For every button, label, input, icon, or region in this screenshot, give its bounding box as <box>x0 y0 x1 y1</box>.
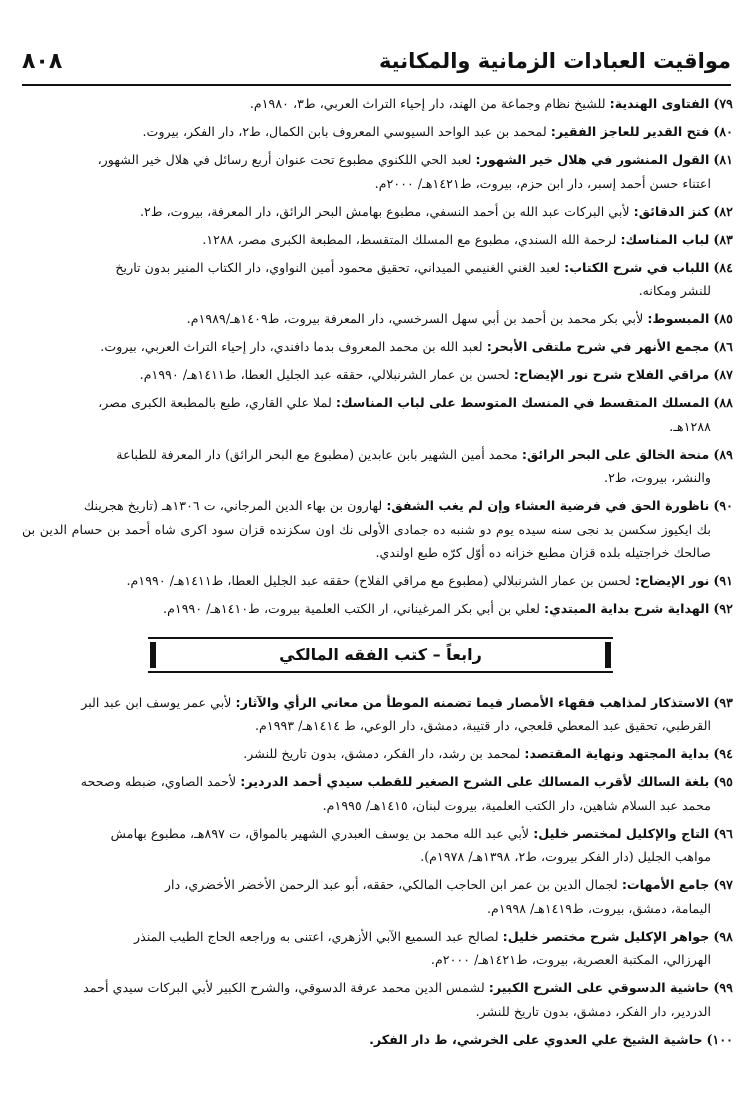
reference-number: ٨٠) <box>713 124 733 139</box>
reference-title: المبسوط: <box>647 311 710 326</box>
reference-title: لباب المناسك: <box>620 231 710 247</box>
reference-continuation: اعتناء حسن أحمد إسبر، دار ابن حزم، بيروت، ط١٤٢١هـ/ ٢٠٠٠م. <box>374 175 711 191</box>
reference-number: ٩٨) <box>713 928 733 944</box>
reference-title: القول المنشور في هلال خير الشهور: <box>475 152 710 167</box>
reference-details: لمحمد بن عبد الواحد السيوسي المعروف بابن الكمال، ط٢، دار الفكر، بيروت. <box>142 124 547 139</box>
reference-continuation: بك ايكيوز سكسن بد نجى سنه سيده يوم دو شنبه ده جمادى الأولى نك اون سكزنده قزان سود اكرى شاه أحمد بن حسام الدين بن صالحك خراجتيله بلده قزان مطبع خزانه ده أوّل كرّه طبع اولندي. <box>22 521 711 560</box>
reference-details: لرحمة الله السندي، مطبوع مع المسلك المتقسط، المطبعة الكبرى مصر، ١٢٨٨. <box>202 231 617 247</box>
reference-details: لعبد الله بن محمد المعروف بدما دافندي، دار إحياء التراث العربي، بيروت. <box>100 339 483 354</box>
reference-title: بلغة السالك لأقرب المسالك على الشرح الصغير للقطب سيدي أحمد الدردير: <box>240 774 710 789</box>
reference-title: نور الإيضاح: <box>634 573 710 588</box>
reference-title: المسلك المتقسط في المنسك المتوسط على لباب المناسك: <box>335 395 710 410</box>
reference-number: ٨٣) <box>713 231 733 247</box>
reference-details: لحسن بن عمار الشرنبلالي (مطبوع مع مراقي الفلاح) حققه عبد الجليل العطا، ط١٤١١هـ/ ١٩٩٠م. <box>126 573 631 588</box>
reference-entry <box>22 597 733 621</box>
page-number: ٨٠٨ <box>22 48 63 74</box>
reference-details: محمد أمين الشهير بابن عابدين (مطبوع مع البحر الرائق) دار المعرفة للطباعة <box>116 446 518 462</box>
reference-details: لأبي عبد الله محمد بن يوسف العبدري الشهير بالمواق، ت ٨٩٧هـ، مطبوع بهامش <box>110 825 530 841</box>
reference-title: مجمع الأنهر في شرح ملتقى الأبحر: <box>486 339 710 354</box>
reference-number: ٩٥) <box>713 774 733 789</box>
reference-entry <box>22 363 733 387</box>
reference-details: لحسن بن عمار الشرنبلالي، حققه عبد الجليل العطا، ط١٤١١هـ/ ١٩٩٠م. <box>139 367 510 382</box>
reference-title: بداية المجتهد ونهاية المقتصد: <box>524 746 710 761</box>
reference-details: لشمس الدين محمد عرفة الدسوقي، والشرح الكبير لأبي البركات سيدي أحمد <box>83 980 485 995</box>
hanafi-references <box>22 92 733 621</box>
reference-entry <box>22 307 733 331</box>
reference-continuation: ١٢٨٨هـ. <box>669 418 711 434</box>
reference-details: لصالح عبد السميع الآبي الأزهري، اعتنى به وراجعه الحاج الطيب المنذر <box>134 928 499 944</box>
reference-entry <box>22 1028 733 1052</box>
reference-entry <box>22 925 733 972</box>
reference-entry <box>22 120 733 144</box>
reference-continuation: مواهب الجليل (دار الفكر بيروت، ط٢، ١٣٩٨هـ/ ١٩٧٨م). <box>420 849 711 864</box>
reference-number: ١٠٠) <box>706 1031 733 1047</box>
reference-title: جواهر الإكليل شرح مختصر خليل: <box>502 928 710 944</box>
reference-number: ٩٣) <box>713 694 733 710</box>
reference-details: لعلي بن أبي بكر المرغيناني، ار الكتب العلمية بيروت، ط١٤١٠هـ/ ١٩٩٠م. <box>163 601 540 616</box>
reference-title: منحة الخالق على البحر الرائق: <box>521 446 710 462</box>
reference-continuation: القرطبي، تحقيق عبد المعطي قلعجي، دار قتيبة، دمشق، دار الوعي، ط ١٤١٤هـ/ ١٩٩٣م. <box>254 718 711 733</box>
reference-number: ٨٩) <box>713 446 733 462</box>
reference-title: الاستذكار لمذاهب فقهاء الأمصار فيما تضمنه الموطأ من معاني الرأي والآثار: <box>235 694 710 710</box>
reference-entry <box>22 873 733 920</box>
reference-number: ٨١) <box>713 152 733 167</box>
page-header <box>22 40 731 82</box>
reference-title: جامع الأمهات: <box>621 877 710 892</box>
reference-number: ٩٠) <box>713 498 733 513</box>
reference-title: مراقي الفلاح شرح نور الإيضاح: <box>513 367 710 382</box>
reference-details: لعبد الحي اللكنوي مطبوع تحت عنوان أربع رسائل في هلال خير الشهور، <box>97 152 472 167</box>
reference-details: لهارون بن بهاء الدين المرجاني، ت ١٣٠٦هـ (تاريخ هجرينك <box>83 498 383 513</box>
reference-continuation: الدردير، دار الفكر، دمشق، بدون تاريخ للنشر. <box>475 1003 711 1019</box>
reference-title: اللباب في شرح الكتاب: <box>564 259 710 275</box>
reference-entry <box>22 148 733 195</box>
reference-entry <box>22 256 733 303</box>
reference-entry <box>22 92 733 116</box>
reference-entry <box>22 200 733 224</box>
reference-entry <box>22 742 733 766</box>
reference-details: لملا علي القاري، طبع بالمطبعة الكبرى مصر، <box>98 395 332 410</box>
reference-title: كنز الدقائق: <box>633 203 710 219</box>
reference-entry <box>22 569 733 593</box>
reference-entry <box>22 976 733 1023</box>
reference-entry <box>22 391 733 438</box>
reference-title: حاشية الدسوقي على الشرح الكبير: <box>488 980 710 995</box>
reference-continuation: اليمامة، دمشق، بيروت، ط١٤١٩هـ/ ١٩٩٨م. <box>486 900 711 916</box>
reference-details: لأبي بكر محمد بن أحمد بن أبي سهل السرخسي، دار المعرفة بيروت، ط١٤٠٩هـ/١٩٨٩م. <box>186 311 644 326</box>
reference-continuation: للنشر ومكانه. <box>638 283 711 298</box>
reference-entry <box>22 335 733 359</box>
reference-entry <box>22 770 733 817</box>
reference-number: ٩٦) <box>713 825 733 841</box>
reference-number: ٨٦) <box>713 339 733 354</box>
running-title: مواقيت العبادات الزمانية والمكانية <box>378 49 731 73</box>
reference-continuation: والنشر، بيروت، ط٢. <box>604 470 711 485</box>
header-rule <box>22 84 731 86</box>
reference-number: ٨٧) <box>713 367 733 382</box>
reference-entry <box>22 443 733 490</box>
maliki-references <box>22 691 733 1052</box>
reference-number: ٩٩) <box>713 980 733 995</box>
reference-entry <box>22 691 733 738</box>
reference-entry <box>22 228 733 252</box>
reference-continuation: محمد عبد السلام شاهين، دار الكتب العلمية، بيروت لبنان، ١٤١٥هـ/ ١٩٩٥م. <box>322 797 711 813</box>
reference-number: ٩٤) <box>713 746 733 761</box>
reference-details: لجمال الدين بن عمر ابن الحاجب المالكي، حققه، أبو عبد الرحمن الأخضر الأخضري، دار <box>164 877 618 892</box>
references-list <box>22 92 733 1056</box>
reference-number: ٧٩) <box>713 96 733 111</box>
reference-number: ٨٤) <box>713 259 733 275</box>
reference-number: ٨٥) <box>713 311 733 326</box>
reference-title: التاج والإكليل لمختصر خليل: <box>533 825 710 841</box>
reference-number: ٨٨) <box>713 395 733 410</box>
section-heading-box <box>148 637 613 673</box>
reference-number: ٩٢) <box>713 601 733 616</box>
reference-details: لعبد الغني الغنيمي الميداني، تحقيق محمود أمين النواوي، دار الكتاب المنير بدون تاريخ <box>115 259 561 275</box>
reference-number: ٩٧) <box>713 877 733 892</box>
reference-title: فتح القدير للعاجز الفقير: <box>550 124 710 139</box>
section-heading: رابعاً – كتب الفقه المالكي <box>279 645 482 664</box>
reference-title: حاشية الشيخ علي العدوي على الخرشي، ط دار الفكر. <box>369 1031 703 1047</box>
reference-title: ناظورة الحق في فرضية العشاء وإن لم يغب الشفق: <box>386 498 710 513</box>
reference-entry <box>22 822 733 869</box>
reference-number: ٩١) <box>713 573 733 588</box>
reference-details: لمحمد بن رشد، دار الفكر، دمشق، بدون تاريخ للنشر. <box>243 746 521 761</box>
reference-details: لأبي عمر يوسف ابن عبد البر <box>81 694 232 710</box>
reference-details: للشيخ نظام وجماعة من الهند، دار إحياء التراث العربي، ط٣، ١٩٨٠م. <box>249 96 606 111</box>
reference-number: ٨٢) <box>713 203 733 219</box>
reference-details: لأحمد الصاوي، ضبطه وصححه <box>80 774 237 789</box>
reference-entry <box>22 494 733 565</box>
reference-details: لأبي البركات عبد الله بن أحمد النسفي، مطبوع بهامش البحر الرائق، دار المعرفة، بيروت، ط٢. <box>139 203 630 219</box>
reference-title: الهداية شرح بداية المبتدي: <box>544 601 710 616</box>
reference-title: الفتاوى الهندية: <box>609 96 710 111</box>
reference-continuation: الهرزالي، المكتبة العصرية، بيروت، ط١٤٢١هـ/ ٢٠٠٠م. <box>430 952 711 967</box>
